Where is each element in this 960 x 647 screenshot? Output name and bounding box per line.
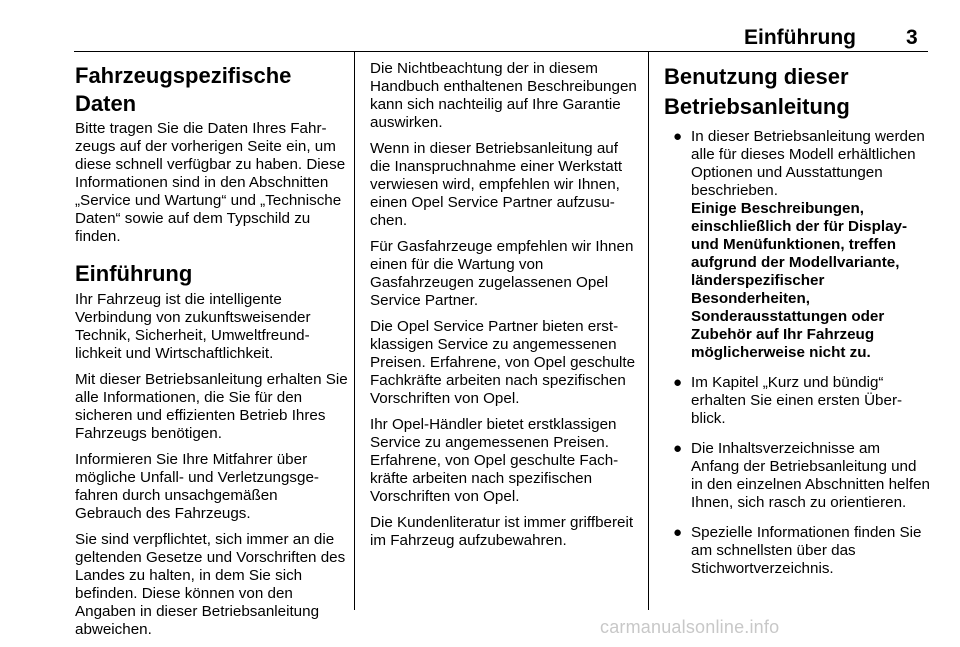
bullet-icon: ● [673,524,683,541]
paragraph: Die Kundenliteratur ist immer griffbereit im Fahrzeug aufzubewahren. [370,514,634,549]
column-middle [370,60,638,558]
column-divider-right [648,52,649,610]
column-left [75,60,348,647]
list-item-bold-note: Einige Beschreibungen, einschließlich der für Display- und Menüfunktionen, treffen aufgrund der Modellvariante, länderspezifischer Besonderheiten, Sonderausstattungen oder Zubehör auf Ihr Fahrzeug möglicherweise nicht zu. [691,200,908,361]
heading-vehicle-data: Fahrzeugspezifische Daten [75,63,292,116]
list-item-text: Spezielle Informationen finden Sie am schnellsten über das Stichwortverzeichnis. [691,524,922,577]
list-item-text: In dieser Betriebsanleitung werden alle für dieses Modell erhältlichen Optionen und Ausstattungen beschrieben. [691,128,925,199]
column-divider-left [354,52,355,610]
list-item-text: Im Kapitel „Kurz und bündig“ erhalten Sie einen ersten Überblick. [691,374,903,427]
bullet-list [664,128,930,578]
bullet-icon: ● [673,440,683,457]
paragraph: Für Gasfahrzeuge empfehlen wir Ihnen einen für die Wartung von Gasfahrzeugen zugelassenen Opel Service Partner. [370,238,634,309]
list-item-text: Die Inhaltsverzeichnisse am Anfang der Betriebsanleitung und in den einzelnen Abschnitten helfen Ihnen, sich rasch zu orientieren. [691,440,930,511]
list-item [664,374,930,428]
list-item [664,128,930,362]
paragraph: Die Nichtbeachtung der in diesem Handbuch enthaltenen Beschreibungen kann sich nachteilig auf Ihre Garantie auswirken. [370,60,637,131]
list-item [664,440,930,512]
header-divider [74,51,928,52]
paragraph: Bitte tragen Sie die Daten Ihres Fahrzeugs auf der vorherigen Seite ein, um diese schnell verfügbar zu haben. Diese Informationen sind in den Abschnitten „Service und Wartung“ und „Technische Daten“ sowie auf dem Typschild zu finden. [75,120,346,245]
paragraph: Ihr Fahrzeug ist die intelligente Verbindung von zukunftsweisender Technik, Sicherheit, Umweltfreundlichkeit und Wirtschaftlichkeit. [75,291,311,362]
watermark: carmanualsonline.info [600,617,780,637]
paragraph: Wenn in dieser Betriebsanleitung auf die Inanspruchnahme einer Werkstatt verwiesen wird, empfehlen wir Ihnen, einen Opel Service Partner aufzusuchen. [370,140,623,229]
bullet-icon: ● [673,128,683,145]
page-header [0,0,960,52]
paragraph: Ihr Opel-Händler bietet erstklassigen Service zu angemessenen Preisen. Erfahrene, von Opel geschulte Fachkräfte arbeiten nach spezifischen Vorschriften von Opel. [370,416,619,505]
heading-using-manual: Benutzung dieser Betriebsanleitung [664,64,850,119]
section-title: Einführung [744,26,856,49]
bullet-icon: ● [673,374,683,391]
paragraph: Sie sind verpflichtet, sich immer an die geltenden Gesetze und Vorschriften des Landes zu halten, in dem Sie sich befinden. Diese können von den Angaben in dieser Betriebsanleitung abweichen. [75,531,346,638]
heading-introduction: Einführung [75,261,193,286]
paragraph: Informieren Sie Ihre Mitfahrer über mögliche Unfall- und Verletzungsgefahren durch unsachgemäßen Gebrauch des Fahrzeugs. [75,451,319,522]
paragraph: Mit dieser Betriebsanleitung erhalten Sie alle Informationen, die Sie für den sicheren und effizienten Betrieb Ihres Fahrzeugs benötigen. [75,371,348,442]
list-item [664,524,930,578]
paragraph: Die Opel Service Partner bieten erstklassigen Service zu angemessenen Preisen. Erfahrene, von Opel geschulte Fachkräfte arbeiten nach spezifischen Vorschriften von Opel. [370,318,636,407]
page-number: 3 [906,26,918,49]
column-right [664,60,930,590]
